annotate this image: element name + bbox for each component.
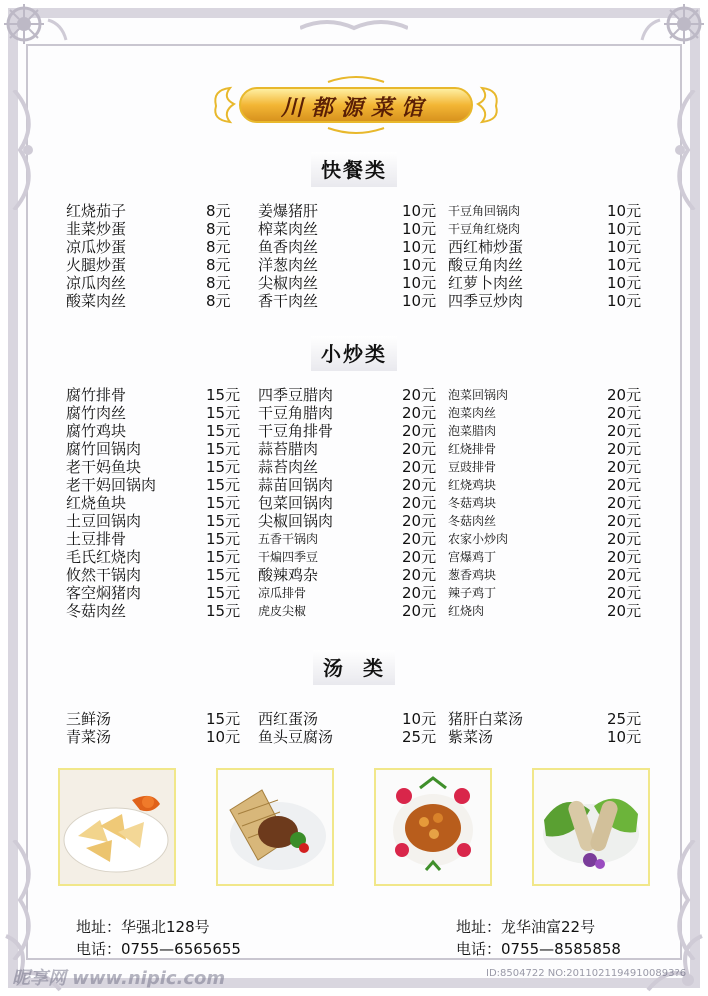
- side-ornament-icon: [662, 90, 702, 210]
- dish-name: 火腿炒蛋: [66, 256, 127, 274]
- dish-price: 15元: [206, 530, 241, 548]
- dish-price: 20元: [607, 458, 642, 476]
- side-ornament-icon: [6, 840, 46, 960]
- dish-price: 20元: [402, 458, 437, 476]
- dish-name: 蒜苔肉丝: [258, 458, 319, 476]
- dish-name: 豆豉排骨: [448, 460, 497, 474]
- dish-name: 四季豆腊肉: [258, 386, 334, 404]
- dish-name: 榨菜肉丝: [258, 220, 319, 238]
- dish-price: 15元: [206, 602, 241, 620]
- dish-price: 20元: [607, 494, 642, 512]
- dish-price: 25元: [607, 710, 642, 728]
- menu-row: [66, 458, 656, 476]
- dish-name: 红烧肉: [448, 604, 485, 618]
- dish-name: 凉瓜炒蛋: [66, 238, 127, 256]
- restaurant-name: 川都源菜馆: [280, 95, 431, 121]
- dish-price: 20元: [402, 476, 437, 494]
- dish-price: 10元: [607, 256, 642, 274]
- dish-price: 10元: [607, 274, 642, 292]
- dish-name: 冬菇鸡块: [448, 496, 497, 510]
- watermark-id: ID:8504722 NO:20110211949100893?6: [486, 968, 687, 979]
- dish-name: 四季豆炒肉: [448, 292, 524, 310]
- dish-price: 15元: [206, 512, 241, 530]
- dish-name: 韭菜炒蛋: [66, 220, 127, 238]
- dish-price: 20元: [402, 530, 437, 548]
- dish-price: 20元: [607, 404, 642, 422]
- dish-name: 腐竹排骨: [66, 386, 127, 404]
- menu-row: [66, 494, 656, 512]
- dish-name: 尖椒回锅肉: [258, 512, 334, 530]
- dish-price: 20元: [607, 422, 642, 440]
- menu-row: [66, 386, 656, 404]
- address-block-right: [456, 916, 621, 960]
- section-title-soup: 汤 类: [0, 650, 708, 685]
- address-text: 地址：龙华油富22号: [456, 918, 596, 936]
- dish-name: 酸豆角肉丝: [448, 256, 524, 274]
- dish-photo: [58, 768, 176, 886]
- dish-price: 10元: [607, 202, 642, 220]
- dish-price: 15元: [206, 566, 241, 584]
- dish-price: 20元: [607, 584, 642, 602]
- dish-name: 干豆角排骨: [258, 422, 334, 440]
- dish-price: 8元: [206, 256, 231, 274]
- dish-price: 8元: [206, 202, 231, 220]
- watermark-site: 昵享网 www.nipic.com: [12, 968, 226, 989]
- dish-price: 15元: [206, 548, 241, 566]
- dish-price: 20元: [402, 494, 437, 512]
- corner-ornament-icon: [638, 0, 708, 70]
- dish-name: 干豆角回锅肉: [448, 204, 521, 218]
- dish-price: 20元: [402, 404, 437, 422]
- menu-row: [66, 422, 656, 440]
- dish-name: 辣子鸡丁: [448, 586, 497, 600]
- dish-photos: [58, 768, 652, 890]
- dish-name: 香干肉丝: [258, 292, 319, 310]
- dish-price: 20元: [607, 530, 642, 548]
- dish-name: 紫菜汤: [448, 728, 494, 746]
- dish-photo: [532, 768, 650, 886]
- dish-name: 青菜汤: [66, 728, 112, 746]
- dish-price: 25元: [402, 728, 437, 746]
- dish-price: 8元: [206, 292, 231, 310]
- dish-name: 宫爆鸡丁: [448, 550, 497, 564]
- dish-name: 冬菇肉丝: [448, 514, 497, 528]
- dish-price: 20元: [402, 548, 437, 566]
- restaurant-logo: [208, 74, 504, 136]
- dish-price: 15元: [206, 422, 241, 440]
- dish-price: 20元: [607, 476, 642, 494]
- dish-name: 红萝卜肉丝: [448, 274, 524, 292]
- dish-name: 凉瓜肉丝: [66, 274, 127, 292]
- dish-price: 10元: [402, 292, 437, 310]
- dish-price: 10元: [402, 710, 437, 728]
- menu-row: [66, 440, 656, 458]
- dish-price: 20元: [402, 512, 437, 530]
- dish-price: 20元: [402, 566, 437, 584]
- dish-price: 10元: [607, 238, 642, 256]
- dish-name: 土豆排骨: [66, 530, 127, 548]
- dish-name: 老干妈鱼块: [66, 458, 142, 476]
- menu-row: [66, 238, 656, 256]
- dish-price: 15元: [206, 710, 241, 728]
- dish-price: 8元: [206, 238, 231, 256]
- dish-price: 10元: [206, 728, 241, 746]
- menu-row: [66, 584, 656, 602]
- dish-price: 10元: [402, 202, 437, 220]
- dish-name: 干煸四季豆: [258, 550, 319, 564]
- menu-row: [66, 602, 656, 620]
- menu-list-soup: [66, 710, 656, 746]
- dish-price: 15元: [206, 494, 241, 512]
- dish-name: 冬菇肉丝: [66, 602, 127, 620]
- dish-name: 红烧茄子: [66, 202, 127, 220]
- menu-row: [66, 710, 656, 728]
- dish-name: 蒜苔腊肉: [258, 440, 319, 458]
- dish-name: 泡菜回锅肉: [448, 388, 509, 402]
- dish-name: 西红蛋汤: [258, 710, 319, 728]
- dish-price: 20元: [607, 566, 642, 584]
- menu-row: [66, 220, 656, 238]
- dish-name: 尖椒肉丝: [258, 274, 319, 292]
- dish-name: 红烧鸡块: [448, 478, 497, 492]
- menu-list-fast-food: [66, 202, 656, 310]
- dish-name: 红烧鱼块: [66, 494, 127, 512]
- dish-price: 20元: [607, 548, 642, 566]
- dish-price: 15元: [206, 404, 241, 422]
- dish-price: 10元: [607, 728, 642, 746]
- corner-ornament-icon: [0, 0, 70, 70]
- dish-price: 8元: [206, 220, 231, 238]
- dish-name: 鱼头豆腐汤: [258, 728, 334, 746]
- dish-name: 红烧排骨: [448, 442, 497, 456]
- top-ornament-icon: [300, 14, 408, 36]
- menu-row: [66, 274, 656, 292]
- dish-photo: [216, 768, 334, 886]
- dish-name: 凉瓜排骨: [258, 586, 307, 600]
- menu-row: [66, 404, 656, 422]
- dish-price: 10元: [607, 292, 642, 310]
- dish-name: 虎皮尖椒: [258, 604, 307, 618]
- dish-name: 三鲜汤: [66, 710, 112, 728]
- dish-name: 姜爆猪肝: [258, 202, 319, 220]
- dish-name: 包菜回锅肉: [258, 494, 334, 512]
- address-block-left: [76, 916, 241, 960]
- phone-text: 电话：0755—8585858: [456, 940, 621, 958]
- dish-name: 葱香鸡块: [448, 568, 497, 582]
- dish-name: 酸辣鸡杂: [258, 566, 319, 584]
- menu-row: [66, 548, 656, 566]
- dish-name: 老干妈回锅肉: [66, 476, 157, 494]
- dish-price: 20元: [607, 440, 642, 458]
- section-title-stir-fry: 小炒类: [0, 336, 708, 371]
- dish-price: 20元: [607, 386, 642, 404]
- dish-photo: [374, 768, 492, 886]
- dish-price: 20元: [607, 512, 642, 530]
- dish-name: 腐竹鸡块: [66, 422, 127, 440]
- dish-name: 土豆回锅肉: [66, 512, 142, 530]
- dish-name: 农家小炒肉: [448, 532, 509, 546]
- dish-name: 蒜苗回锅肉: [258, 476, 334, 494]
- side-ornament-icon: [6, 90, 46, 210]
- menu-row: [66, 476, 656, 494]
- dish-price: 8元: [206, 274, 231, 292]
- dish-price: 10元: [402, 256, 437, 274]
- dish-name: 干豆角腊肉: [258, 404, 334, 422]
- dish-name: 泡菜肉丝: [448, 406, 497, 420]
- dish-price: 20元: [402, 584, 437, 602]
- dish-price: 15元: [206, 476, 241, 494]
- dish-name: 客空焖猪肉: [66, 584, 142, 602]
- dish-price: 20元: [607, 602, 642, 620]
- address-text: 地址：华强北128号: [76, 918, 210, 936]
- side-ornament-icon: [662, 840, 702, 960]
- dish-price: 15元: [206, 458, 241, 476]
- dish-price: 15元: [206, 386, 241, 404]
- menu-list-stir-fry: [66, 386, 656, 620]
- dish-price: 20元: [402, 602, 437, 620]
- dish-name: 干豆角红烧肉: [448, 222, 521, 236]
- dish-price: 20元: [402, 386, 437, 404]
- dish-price: 10元: [402, 238, 437, 256]
- dish-name: 腐竹回锅肉: [66, 440, 142, 458]
- menu-row: [66, 512, 656, 530]
- menu-row: [66, 728, 656, 746]
- dish-name: 毛氏红烧肉: [66, 548, 142, 566]
- dish-price: 10元: [607, 220, 642, 238]
- dish-price: 20元: [402, 422, 437, 440]
- dish-name: 洋葱肉丝: [258, 256, 319, 274]
- menu-row: [66, 292, 656, 310]
- menu-row: [66, 202, 656, 220]
- menu-row: [66, 566, 656, 584]
- dish-name: 腐竹肉丝: [66, 404, 127, 422]
- dish-price: 15元: [206, 584, 241, 602]
- dish-name: 西红柿炒蛋: [448, 238, 524, 256]
- dish-price: 15元: [206, 440, 241, 458]
- dish-name: 攸然干锅肉: [66, 566, 142, 584]
- dish-price: 20元: [402, 440, 437, 458]
- dish-price: 10元: [402, 274, 437, 292]
- dish-name: 鱼香肉丝: [258, 238, 319, 256]
- dish-price: 10元: [402, 220, 437, 238]
- dish-name: 酸菜肉丝: [66, 292, 127, 310]
- dish-name: 泡菜腊肉: [448, 424, 497, 438]
- dish-name: 猪肝白菜汤: [448, 710, 524, 728]
- menu-row: [66, 530, 656, 548]
- section-title-fast-food: 快餐类: [0, 152, 708, 187]
- dish-name: 五香干锅肉: [258, 532, 319, 546]
- menu-row: [66, 256, 656, 274]
- phone-text: 电话：0755—6565655: [76, 940, 241, 958]
